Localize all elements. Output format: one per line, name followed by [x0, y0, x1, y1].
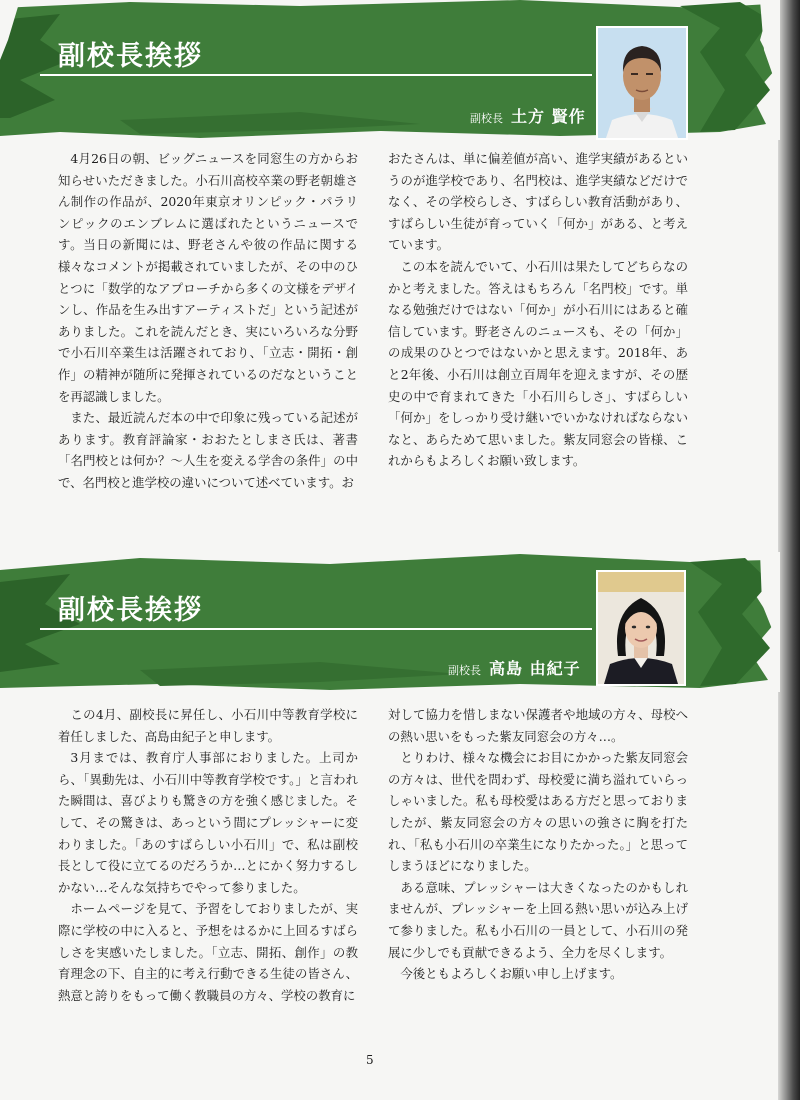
paragraph: ある意味、プレッシャーは大きくなったのかもしれませんが、プレッシャーを上回る熱い思いが込み上げて参りました。私も小石川の一員として、小石川の発展に少しでも貢献できるよう、全力を尽くします。 — [388, 879, 688, 960]
section1-byline — [470, 104, 586, 127]
paragraph: とりわけ、様々な機会にお目にかかった紫友同窓会の方々は、世代を問わず、母校愛に満ち溢れていらっしゃいました。私も母校愛はある方だと思っておりましたが、紫友同窓会の方々の思いの強さに胸を打たれ、「私も小石川の卒業生になりたかった。」と思ってしまうほどになりました。 — [388, 750, 688, 874]
paragraph: この4月、副校長に昇任し、小石川中等教育学校に着任しました、高島由紀子と申します。 — [58, 707, 358, 744]
section2-left-column — [58, 704, 358, 1006]
section2-byline — [448, 656, 581, 679]
page-number: 5 — [366, 1053, 374, 1067]
paragraph: 対して協力を惜しまない保護者や地域の方々、母校への熱い思いをもった紫友同窓会の方々…。 — [388, 707, 688, 744]
section1-right-column — [388, 148, 688, 472]
section2-banner — [0, 552, 780, 692]
section1-left-column — [58, 148, 358, 494]
section1-title: 副校長挨拶 — [58, 41, 203, 72]
page-edge-shadow — [778, 0, 800, 1100]
section1-name: 土方 賢作 — [511, 107, 586, 126]
section1-banner — [0, 0, 780, 140]
paragraph: 4月26日の朝、ビッグニュースを同窓生の方からお知らせいただきました。小石川高校卒業の野老朝雄さん制作の作品が、2020年東京オリンピック・パラリンピックのエンブレムに選ばれたというニュースです。当日の新聞には、野老さんや彼の作品に関する様々なコメントが掲載されていましたが、その中のひとつに「数学的なアプローチから多くの文様をデザインし、作品を生み出すアーティストだ」という記述がありました。これを読んだとき、実にいろいろな分野で小石川卒業生は活躍されており、「立志・開拓・創作」の精神が随所に発揮されているのだなということを再認識しました。 — [58, 151, 358, 404]
section1-role: 副校長 — [470, 112, 503, 125]
paragraph: この本を読んでいて、小石川は果たしてどちらなのかと考えました。答えはもちろん「名門校」です。単なる勉強だけではない「何か」が小石川にはあると確信しています。野老さんのニュースも、その「何か」の成果のひとつではないかと思えます。2018年、あと2年後、小石川は創立百周年を迎えますが、その歴史の中で育まれてきた「小石川らしさ」、すばらしい「何か」をしっかり受け継いでいかなければならないなと、あらためて思いました。紫友同窓会の皆様、これからもよろしくお願い致します。 — [388, 258, 688, 469]
paragraph: ホームページを見て、予習をしておりましたが、実際に学校の中に入ると、予想をはるかに上回るすばらしさを実感いたしました。「立志、開拓、創作」の教育理念の下、自主的に考え行動できる生徒の皆さん、熱意と誇りをもって働く教職員の方々、学校の教育に — [58, 901, 358, 1003]
section2-name: 高島 由紀子 — [489, 659, 581, 678]
section1-title-rule — [40, 74, 592, 76]
paragraph: 今後ともよろしくお願い申し上げます。 — [400, 966, 623, 982]
portrait-man-icon — [596, 26, 688, 140]
section2-role: 副校長 — [448, 664, 481, 677]
section2-title: 副校長挨拶 — [58, 595, 203, 626]
paragraph: おたさんは、単に偏差値が高い、進学実績があるというのが進学校であり、名門校は、進学実績などだけでなく、その学校らしさ、すばらしい教育活動があり、すばらしい生徒が育っていく「何か」がある、と考えています。 — [388, 151, 688, 253]
section2-right-column — [388, 704, 688, 985]
portrait-woman-icon — [596, 570, 686, 686]
paragraph: また、最近読んだ本の中で印象に残っている記述があります。教育評論家・おおたとしまさ氏は、著書「名門校とは何か？～人生を変える学舎の条件」の中で、名門校と進学校の違いについて述べています。お — [58, 410, 358, 490]
paragraph: 3月までは、教育庁人事部におりました。上司から、「異動先は、小石川中等教育学校です。」と言われた瞬間は、喜びよりも驚きの方を強く感じました。そして、その驚きは、あっという間にプレッシャーに変わりました。「あのすばらしい小石川」で、私は副校長として役に立てるのだろうか…とにかく努力するしかない…そんな気持ちでやって参りました。 — [58, 750, 358, 895]
section2-title-rule — [40, 628, 592, 630]
